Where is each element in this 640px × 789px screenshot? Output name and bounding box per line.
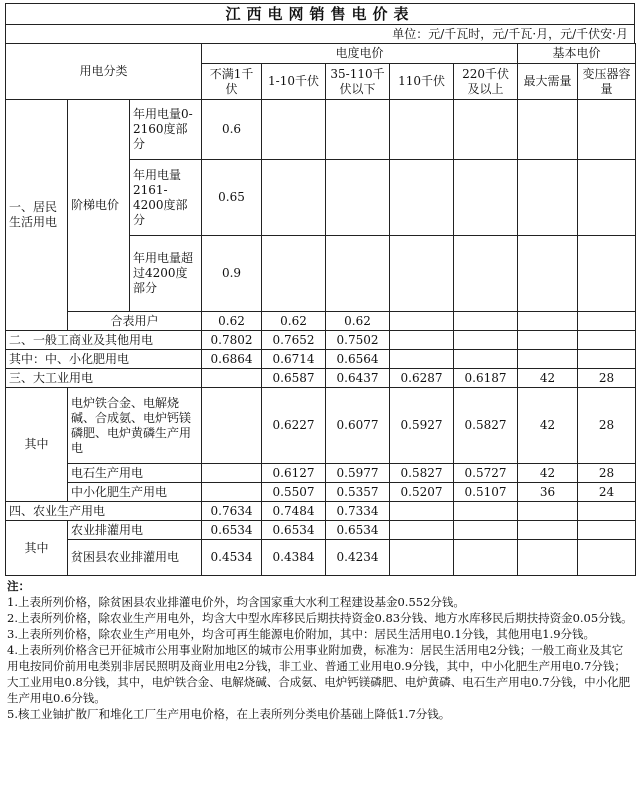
note-item: 5.核工业铀扩散厂和堆化工厂生产用电价格，在上表所列分类电价基础上降低1.7分钱。 bbox=[7, 707, 451, 721]
table-row bbox=[6, 521, 636, 540]
table-row bbox=[6, 483, 636, 502]
price-cell: 0.6 bbox=[202, 100, 262, 160]
price-cell: 0.7652 bbox=[262, 331, 326, 350]
price-cell: 0.6227 bbox=[262, 388, 326, 464]
price-cell: 0.6587 bbox=[262, 369, 326, 388]
table-row bbox=[6, 350, 636, 369]
price-cell: 0.7484 bbox=[262, 502, 326, 521]
row-label: 电石生产用电 bbox=[68, 464, 202, 483]
tier-label: 年用电量2161-4200度部分 bbox=[130, 160, 202, 236]
price-cell: 0.5507 bbox=[262, 483, 326, 502]
table-row bbox=[6, 331, 636, 350]
row-label-sub: 其中 bbox=[6, 388, 68, 502]
row-label-tiered: 阶梯电价 bbox=[68, 100, 130, 312]
table-row bbox=[6, 540, 636, 576]
price-cell: 0.5827 bbox=[454, 388, 518, 464]
header-voltage: 110千伏 bbox=[390, 64, 454, 100]
row-label-sub: 其中 bbox=[6, 521, 68, 576]
basic-cell: 28 bbox=[578, 464, 636, 483]
basic-cell: 42 bbox=[518, 388, 578, 464]
price-cell: 0.7634 bbox=[202, 502, 262, 521]
header-voltage: 不满1千伏 bbox=[202, 64, 262, 100]
table-row bbox=[6, 464, 636, 483]
price-cell: 0.4234 bbox=[326, 540, 390, 576]
price-cell: 0.6714 bbox=[262, 350, 326, 369]
table-row bbox=[6, 369, 636, 388]
header-energy-price: 电度电价 bbox=[202, 44, 518, 64]
header-row-1 bbox=[6, 44, 636, 64]
price-cell: 0.6564 bbox=[326, 350, 390, 369]
price-cell: 0.65 bbox=[202, 160, 262, 236]
price-cell: 0.4384 bbox=[262, 540, 326, 576]
row-label: 贫困县农业排灌用电 bbox=[68, 540, 202, 576]
row-label: 三、大工业用电 bbox=[6, 369, 202, 388]
price-cell: 0.5207 bbox=[390, 483, 454, 502]
note-item: 2.上表所列价格，除农业生产用电外，均含大中型水库移民后期扶持资金0.83分钱、地方水库移民后期扶持资金0.05分钱。 bbox=[7, 611, 633, 625]
tier-label: 年用电量0-2160度部分 bbox=[130, 100, 202, 160]
price-cell: 0.7334 bbox=[326, 502, 390, 521]
row-label: 中小化肥生产用电 bbox=[68, 483, 202, 502]
table-row bbox=[6, 100, 636, 160]
basic-cell: 42 bbox=[518, 369, 578, 388]
table-row bbox=[6, 502, 636, 521]
price-cell: 0.5977 bbox=[326, 464, 390, 483]
price-cell: 0.7802 bbox=[202, 331, 262, 350]
price-cell: 0.6287 bbox=[390, 369, 454, 388]
basic-cell: 24 bbox=[578, 483, 636, 502]
price-cell: 0.6127 bbox=[262, 464, 326, 483]
basic-cell: 42 bbox=[518, 464, 578, 483]
basic-cell: 36 bbox=[518, 483, 578, 502]
row-label: 农业排灌用电 bbox=[68, 521, 202, 540]
note-item: 4.上表所列价格含已开征城市公用事业附加地区的城市公用事业附加费，标准为：居民生活用电2分钱；一般工商业及其它用电按同价前用电类别非居民照明及商业用电2分钱，非工业、普通工业用电0.9分钱，其中，中小化肥生产用电0.7分钱；大工业用电0.8分钱，其中，电炉铁合金、电解烧碱、合成氨、电炉钙镁磷肥、电炉黄磷、电石生产用电0.7分钱，中小化肥生产用电0.6分钱。 bbox=[7, 643, 631, 705]
row-label: 合表用户 bbox=[68, 312, 202, 331]
note-item: 1.上表所列价格，除贫困县农业排灌电价外，均含国家重大水利工程建设基金0.552分钱。 bbox=[7, 595, 465, 609]
price-cell: 0.7502 bbox=[326, 331, 390, 350]
header-voltage: 1-10千伏 bbox=[262, 64, 326, 100]
price-cell: 0.6864 bbox=[202, 350, 262, 369]
row-label-residential: 一、居民生活用电 bbox=[6, 100, 68, 331]
basic-cell: 28 bbox=[578, 388, 636, 464]
tier-label: 年用电量超过4200度部分 bbox=[130, 236, 202, 312]
row-label: 电炉铁合金、电解烧碱、合成氨、电炉钙镁磷肥、电炉黄磷生产用电 bbox=[68, 388, 202, 464]
row-label: 四、农业生产用电 bbox=[6, 502, 202, 521]
price-cell: 0.6534 bbox=[202, 521, 262, 540]
note-item: 3.上表所列价格，除农业生产用电外，均含可再生能源电价附加，其中：居民生活用电0.1分钱，其他用电1.9分钱。 bbox=[7, 627, 596, 641]
price-cell: 0.62 bbox=[262, 312, 326, 331]
price-table bbox=[5, 43, 636, 576]
price-document bbox=[5, 0, 635, 722]
basic-cell: 28 bbox=[578, 369, 636, 388]
price-cell: 0.4534 bbox=[202, 540, 262, 576]
row-label: 其中：中、小化肥用电 bbox=[6, 350, 202, 369]
price-cell: 0.5927 bbox=[390, 388, 454, 464]
notes-heading: 注： bbox=[7, 579, 30, 593]
header-basic-price: 基本电价 bbox=[518, 44, 636, 64]
header-basic: 变压器容量 bbox=[578, 64, 636, 100]
price-cell: 0.5727 bbox=[454, 464, 518, 483]
header-category: 用电分类 bbox=[6, 44, 202, 100]
price-cell: 0.6534 bbox=[326, 521, 390, 540]
price-cell: 0.6187 bbox=[454, 369, 518, 388]
price-cell: 0.62 bbox=[326, 312, 390, 331]
notes-section bbox=[5, 576, 635, 722]
unit-line: 单位：元/千瓦时，元/千瓦·月，元/千伏安·月 bbox=[5, 24, 635, 43]
header-voltage: 220千伏及以上 bbox=[454, 64, 518, 100]
table-row bbox=[6, 312, 636, 331]
price-cell: 0.9 bbox=[202, 236, 262, 312]
price-cell: 0.5107 bbox=[454, 483, 518, 502]
price-cell: 0.62 bbox=[202, 312, 262, 331]
price-cell: 0.6437 bbox=[326, 369, 390, 388]
header-voltage: 35-110千伏以下 bbox=[326, 64, 390, 100]
row-label: 二、一般工商业及其他用电 bbox=[6, 331, 202, 350]
table-title: 江西电网销售电价表 bbox=[5, 3, 635, 24]
table-row bbox=[6, 388, 636, 464]
price-cell: 0.6534 bbox=[262, 521, 326, 540]
header-basic: 最大需量 bbox=[518, 64, 578, 100]
price-cell: 0.5357 bbox=[326, 483, 390, 502]
price-cell: 0.6077 bbox=[326, 388, 390, 464]
price-cell: 0.5827 bbox=[390, 464, 454, 483]
